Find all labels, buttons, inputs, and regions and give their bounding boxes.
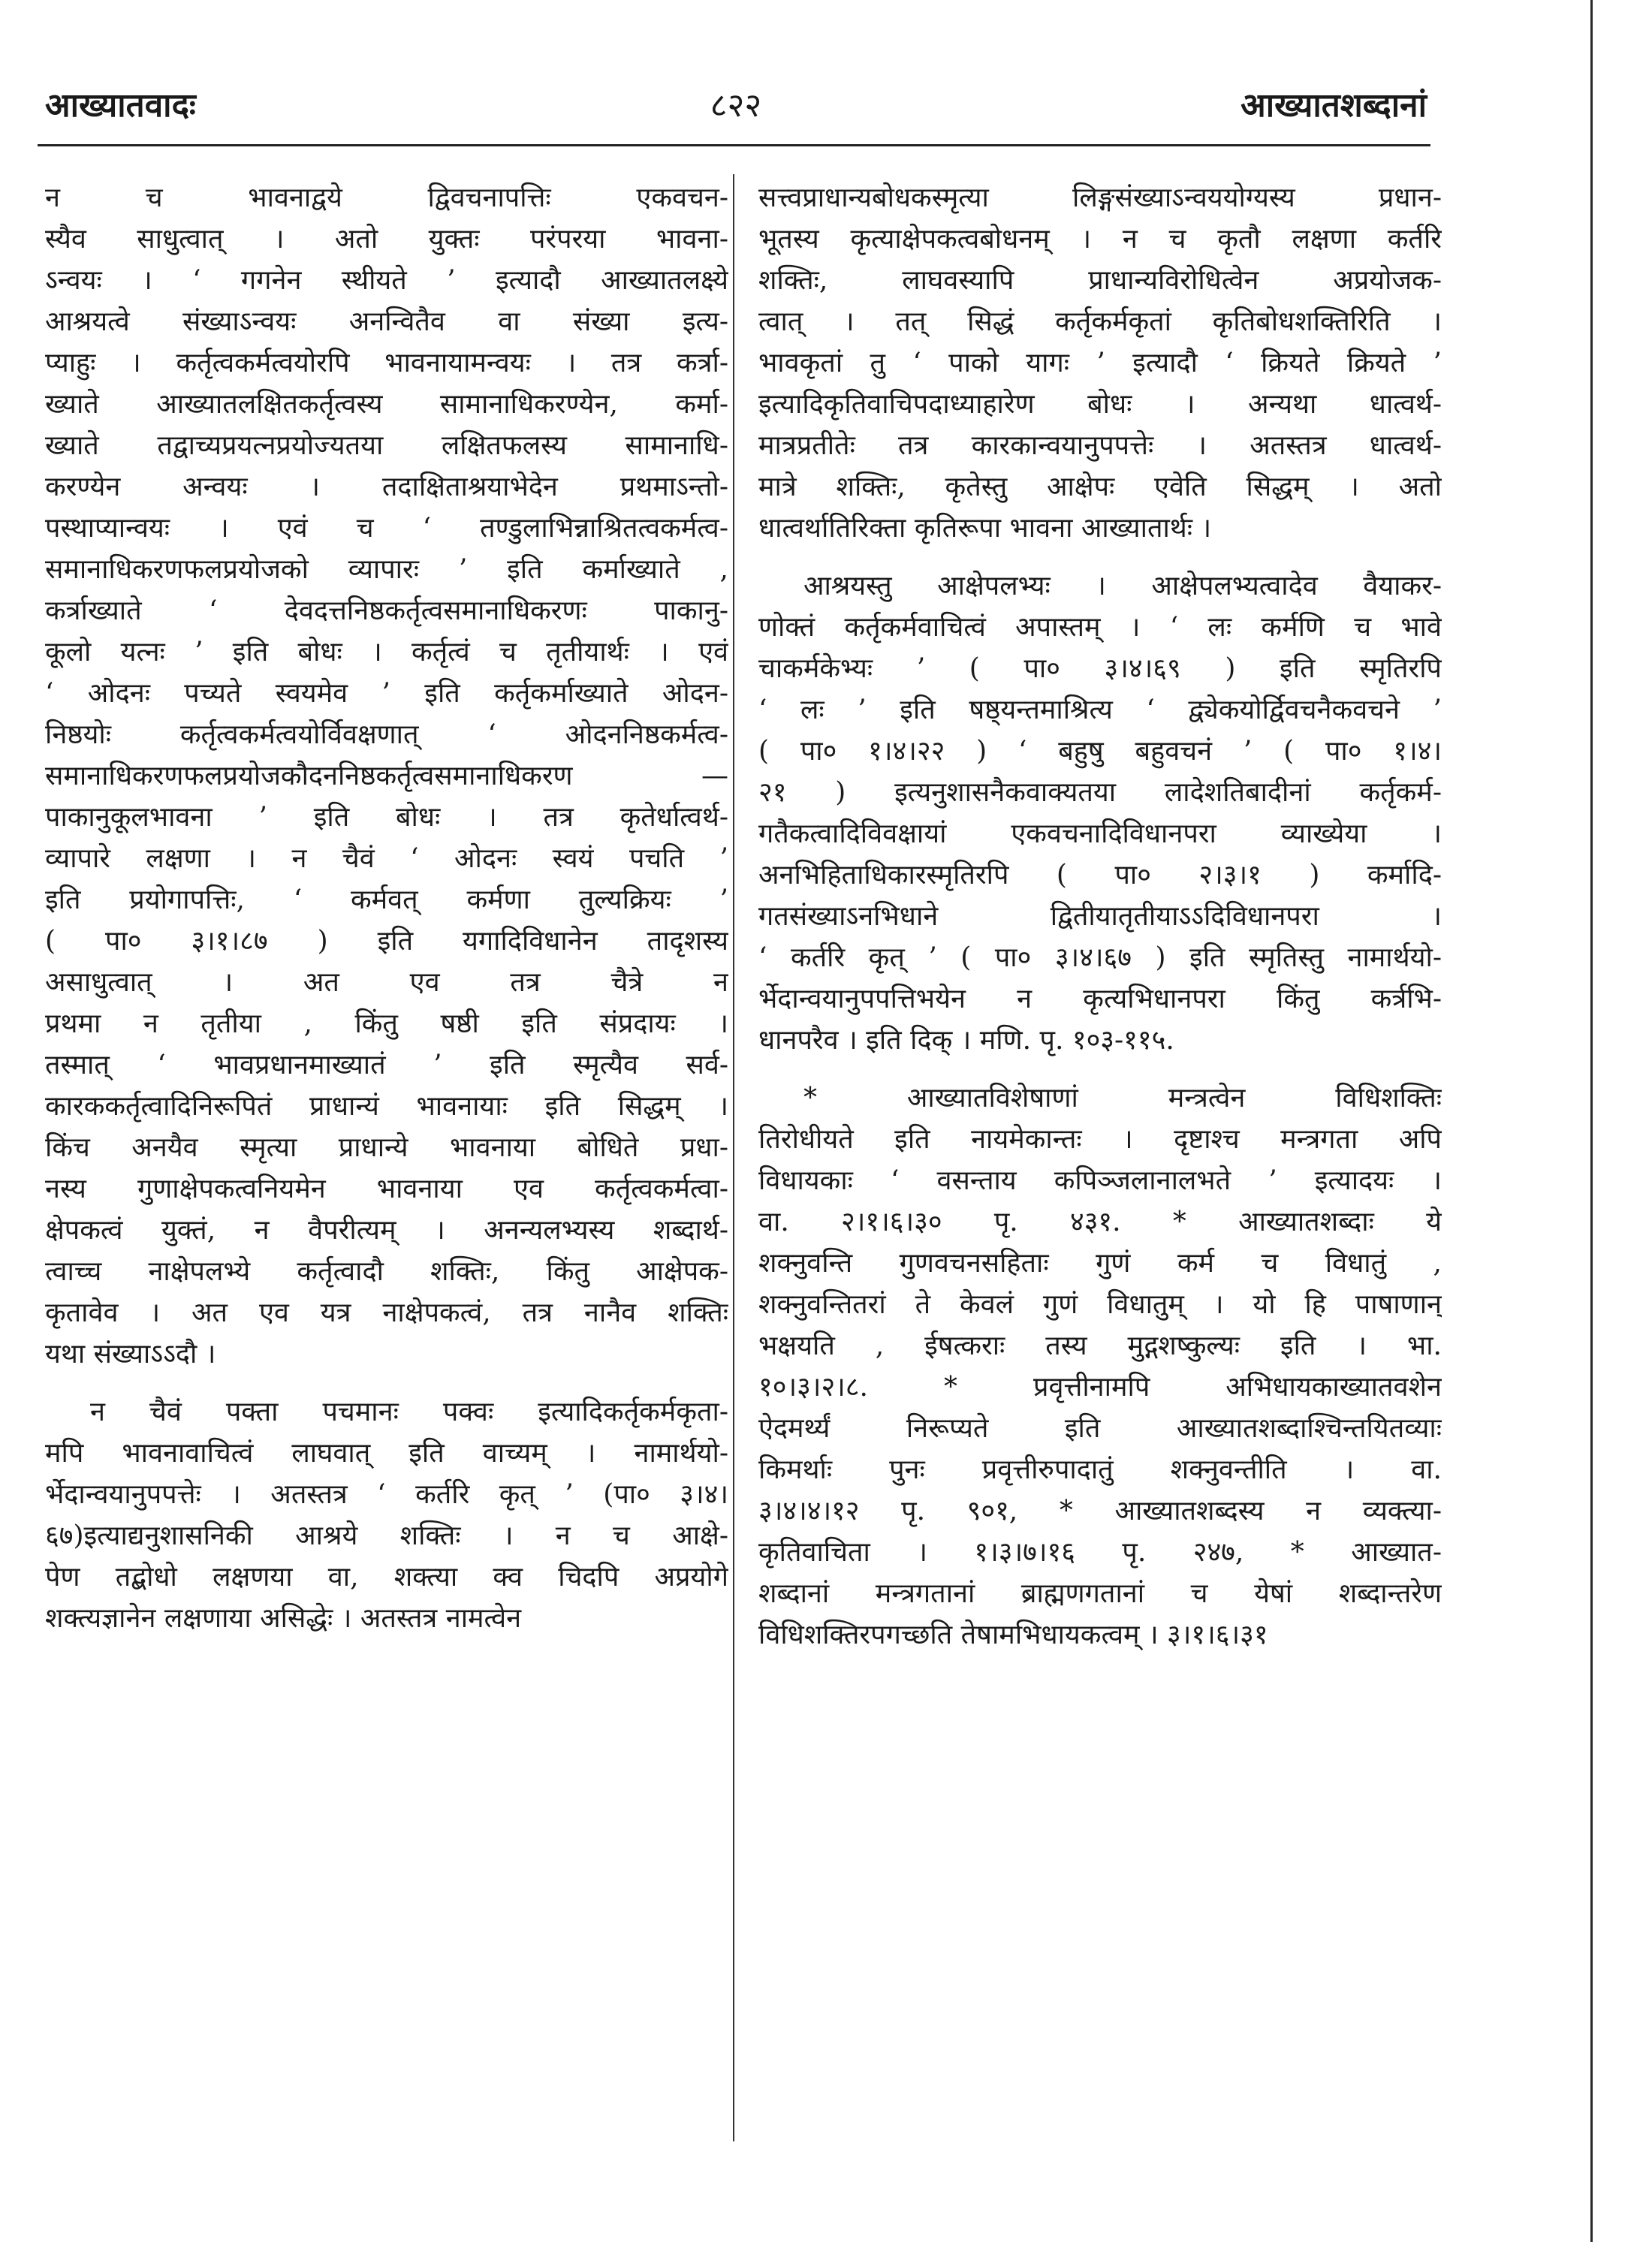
text-line: गतैकत्वादिविवक्षायां एकवचनादिविधानपरा व्याख्येया ।: [758, 818, 1442, 849]
paragraph-gap: [45, 1375, 728, 1391]
text-line: शक्नुवन्ति गुणवचनसहिताः गुणं कर्म च विधातुं ,: [758, 1248, 1442, 1279]
text-line: अनभिहिताधिकारस्मृतिरपि ( पा० २।३।१ ) कर्मादि-: [758, 860, 1442, 890]
text-line: ऽन्वयः । ‘ गगनेन स्थीयते ’ इत्यादौ आख्यातलक्ष्ये: [45, 265, 728, 296]
text-line: ‘ ओदनः पच्यते स्वयमेव ’ इति कर्तृकर्माख्याते ओदन-: [45, 678, 728, 709]
text-line: प्रथमा न तृतीया , किंतु षष्ठी इति संप्रदायः ।: [45, 1008, 728, 1039]
text-line: र्भेदान्वयानुपपत्तिभयेन न कृत्यभिधानपरा किंतु कर्त्रभि-: [758, 984, 1442, 1014]
paragraph-gap: [758, 549, 1442, 565]
text-line: शब्दानां मन्त्रगतानां ब्राह्मणगतानां च येषां शब्दान्तरेण: [758, 1578, 1442, 1609]
text-line: * आख्यातविशेषाणां मन्त्रत्वेन विधिशक्तिः: [803, 1083, 1442, 1113]
text-line: कूलो यत्नः ’ इति बोधः । कर्तृत्वं च तृतीयार्थः । एवं: [45, 637, 728, 667]
text-line: ख्याते आख्यातलक्षितकर्तृत्वस्य सामानाधिकरण्येन, कर्मा-: [45, 389, 728, 420]
text-line: इत्यादिकृतिवाचिपदाध्याहारेण बोधः । अन्यथा धात्वर्थ-: [758, 389, 1442, 420]
running-head-left: आख्यातवादः: [45, 86, 196, 125]
text-line: करण्येन अन्वयः । तदाक्षिताश्रयाभेदेन प्रथमाऽन्तो-: [45, 472, 728, 502]
text-line: कृतिवाचिता । १।३।७।१६ पृ. २४७, * आख्यात-: [758, 1537, 1442, 1568]
text-line: चाकर्मकेभ्यः ’ ( पा० ३।४।६९ ) इति स्मृतिरपि: [758, 653, 1442, 684]
text-line: मात्रे शक्तिः, कृतेस्तु आक्षेपः एवेति सिद्धम् । अतो: [758, 472, 1442, 502]
text-line: विधायकाः ‘ वसन्ताय कपिञ्जलानालभते ’ इत्यादयः ।: [758, 1165, 1442, 1196]
text-line: किंच अनयैव स्मृत्या प्राधान्ये भावनाया बोधिते प्रधा-: [45, 1132, 728, 1163]
text-line: पेण तद्बोधो लक्षणया वा, शक्त्या क्व चिदपि अप्रयोगे: [45, 1562, 728, 1593]
text-line: किमर्थाः पुनः प्रवृत्तीरुपादातुं शक्नुवन्तीति । वा.: [758, 1454, 1442, 1485]
text-line: न च भावनाद्वये द्विवचनापत्तिः एकवचन-: [45, 182, 728, 213]
text-line: प्याहुः । कर्तृत्वकर्मत्वयोरपि भावनायामन्वयः । तत्र कर्त्रा-: [45, 348, 728, 378]
text-line: ३।४।४।१२ पृ. ९०१, * आख्यातशब्दस्य न व्यक्त्या-: [758, 1496, 1442, 1526]
text-line: १०।३।२।८. * प्रवृत्तीनामपि अभिधायकाख्यातवशेन: [758, 1372, 1442, 1403]
header-rule: [38, 144, 1430, 146]
text-line: पस्थाप्यान्वयः । एवं च ‘ तण्डुलाभिन्नाश्रितत्वकर्मत्व-: [45, 513, 728, 544]
text-line: गतसंख्याऽनभिधाने द्वितीयातृतीयाऽऽदिविधानपरा ।: [758, 901, 1442, 932]
page-header: [45, 75, 1427, 128]
text-line: र्भेदान्वयानुपपत्तेः । अतस्तत्र ‘ कर्तरि कृत् ’ (पा० ३।४।: [45, 1479, 728, 1510]
text-line: समानाधिकरणफलप्रयोजकौदननिष्ठकर्तृत्वसमानाधिकरण —: [45, 761, 728, 791]
text-line: आश्रयस्तु आक्षेपलभ्यः । आक्षेपलभ्यत्वादेव वैयाकर-: [803, 571, 1442, 601]
text-line: ऐदमर्थ्यं निरूप्यते इति आख्यातशब्दाश्चिन्तयितव्याः: [758, 1413, 1442, 1444]
text-line: शक्त्यज्ञानेन लक्षणाया असिद्धेः । अतस्तत्र नामत्वेन: [45, 1603, 522, 1634]
text-line: शक्नुवन्तितरां ते केवलं गुणं विधातुम् । यो हि पाषाणान्: [758, 1289, 1442, 1320]
text-line: यथा संख्याऽऽदौ ।: [45, 1339, 216, 1370]
text-line: सत्त्वप्राधान्यबोधकस्मृत्या लिङ्गसंख्याऽन्वययोग्यस्य प्रधान-: [758, 182, 1442, 213]
page-edge-line: [1590, 0, 1593, 2242]
text-line: भूतस्य कृत्याक्षेपकत्वबोधनम् । न च कृतौ लक्षणा कर्तरि: [758, 224, 1442, 255]
text-line: इति प्रयोगापत्तिः, ‘ कर्मवत् कर्मणा तुल्यक्रियः ’: [45, 884, 728, 915]
text-line: णोक्तं कर्तृकर्मवाचित्वं अपास्तम् । ‘ लः कर्मणि च भावे: [758, 612, 1442, 643]
text-line: २१ ) इत्यनुशासनैकवाक्यतया लादेशतिबादीनां कर्तृकर्म-: [758, 777, 1442, 808]
text-line: धात्वर्थातिरिक्ता कृतिरूपा भावना आख्यातार्थः ।: [758, 513, 1212, 544]
text-line: शक्तिः, लाघवस्यापि प्राधान्यविरोधित्वेन अप्रयोजक-: [758, 265, 1442, 296]
text-line: ‘ कर्तरि कृत् ’ ( पा० ३।४।६७ ) इति स्मृतिस्तु नामार्थयो-: [758, 942, 1442, 973]
text-line: व्यापारे लक्षणा । न चैवं ‘ ओदनः स्वयं पचति ’: [45, 843, 728, 874]
text-line: मात्रप्रतीतेः तत्र कारकान्वयानुपपत्तेः । अतस्तत्र धात्वर्थ-: [758, 430, 1442, 461]
text-line: धानपरैव । इति दिक् । मणि. पृ. १०३-११५.: [758, 1025, 1174, 1056]
text-line: कर्त्राख्याते ‘ देवदत्तनिष्ठकर्तृत्वसमानाधिकरणः पाकानु-: [45, 595, 728, 626]
text-line: वा. २।१।६।३० पृ. ४३१. * आख्यातशब्दाः ये: [758, 1207, 1442, 1237]
right-column: [758, 177, 1442, 1656]
text-line: क्षेपकत्वं युक्तं, न वैपरीत्यम् । अनन्यलभ्यस्य शब्दार्थ-: [45, 1215, 728, 1246]
text-line: भावकृतां तु ‘ पाको यागः ’ इत्यादौ ‘ क्रियते क्रियते ’: [758, 348, 1442, 378]
text-line: निष्ठयोः कर्तृत्वकर्मत्वयोर्विवक्षणात् ‘ ओदननिष्ठकर्मत्व-: [45, 719, 728, 750]
text-line: ख्याते तद्वाच्यप्रयत्नप्रयोज्यतया लक्षितफलस्य सामानाधि-: [45, 430, 728, 461]
column-divider: [733, 174, 734, 2141]
text-line: त्वात् । तत् सिद्धं कर्तृकर्मकृतां कृतिबोधशक्तिरिति ।: [758, 306, 1442, 337]
text-line: विधिशक्तिरपगच्छति तेषामभिधायकत्वम् । ३।१।६।३१: [758, 1620, 1268, 1650]
text-line: ( पा० ३।१।८७ ) इति यगादिविधानेन तादृशस्य: [45, 926, 728, 957]
text-line: समानाधिकरणफलप्रयोजको व्यापारः ’ इति कर्माख्याते ,: [45, 554, 728, 585]
left-column: [45, 177, 728, 1639]
running-head-right: आख्यातशब्दानां: [1241, 86, 1427, 125]
text-line: ‘ लः ’ इति षष्ठ्यन्तमाश्रित्य ‘ द्व्येकयोर्द्विवचनैकवचने ’: [758, 695, 1442, 725]
text-line: कृतावेव । अत एव यत्र नाक्षेपकत्वं, तत्र नानैव शक्तिः: [45, 1297, 728, 1328]
text-line: मपि भावनावाचित्वं लाघवात् इति वाच्यम् । नामार्थयो-: [45, 1438, 728, 1469]
text-line: न चैवं पक्ता पचमानः पक्वः इत्यादिकर्तृकर्मकृता-: [90, 1397, 728, 1427]
text-line: ( पा० १।४।२२ ) ‘ बहुषु बहुवचनं ’ ( पा० १।४।: [758, 736, 1442, 767]
paragraph-gap: [758, 1061, 1442, 1077]
text-line: भक्षयति , ईषत्कराः तस्य मुद्गशष्कुल्यः इति । भा.: [758, 1330, 1442, 1361]
text-line: त्वाच्च नाक्षेपलभ्ये कर्तृत्वादौ शक्तिः, किंतु आक्षेपक-: [45, 1256, 728, 1287]
text-line: कारककर्तृत्वादिनिरूपितं प्राधान्यं भावनायाः इति सिद्धम् ।: [45, 1091, 728, 1122]
text-line: तस्मात् ‘ भावप्रधानमाख्यातं ’ इति स्मृत्यैव सर्व-: [45, 1050, 728, 1080]
text-line: ६७)इत्याद्यनुशासनिकी आश्रये शक्तिः । न च आक्षे-: [45, 1520, 728, 1551]
text-line: पाकानुकूलभावना ’ इति बोधः । तत्र कृतेर्धात्वर्थ-: [45, 802, 728, 833]
text-line: नस्य गुणाक्षेपकत्वनियमेन भावनाया एव कर्तृत्वकर्मत्वा-: [45, 1174, 728, 1204]
text-line: तिरोधीयते इति नायमेकान्तः । दृष्टाश्च मन्त्रगता अपि: [758, 1124, 1442, 1155]
text-line: असाधुत्वात् । अत एव तत्र चैत्रे न: [45, 967, 728, 998]
text-line: आश्रयत्वे संख्याऽन्वयः अनन्वितैव वा संख्या इत्य-: [45, 306, 728, 337]
text-line: स्यैव साधुत्वात् । अतो युक्तः परंपरया भावना-: [45, 224, 728, 255]
page-number: ८२२: [710, 86, 762, 125]
